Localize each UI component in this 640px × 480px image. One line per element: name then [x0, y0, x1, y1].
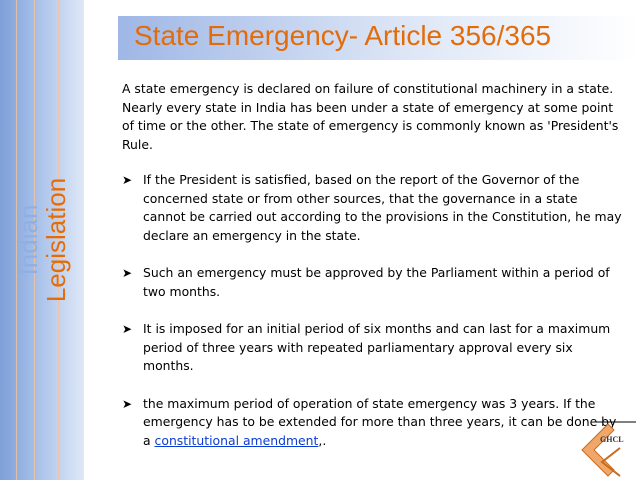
bullet-text-before-link: the maximum period of operation of state emergency was 3 years. If the emergency has to be extended for more than three years, it can be done by a: [143, 395, 617, 448]
bullet-text: If the President is satisfied, based on the report of the Governor of the concerned state or from other sources, that the governance in a state cannot be carried out according to the provisions in the Constitution, he may declare an emergency in the state.: [143, 172, 622, 243]
bullet-text: Such an emergency must be approved by the Parliament within a period of two months.: [143, 265, 610, 299]
arrow-bullet-icon: ➤: [122, 396, 133, 411]
bullet-item: [122, 320, 622, 376]
intro-paragraph: A state emergency is declared on failure of constitutional machinery in a state. Nearly every state in India has been under a state of emergency at some point of time or the other. The state of emergency is commonly known as 'President's Rule.: [122, 81, 619, 152]
bullet-item: [122, 395, 622, 451]
slide-content: [122, 80, 622, 469]
arrow-bullet-icon: ➤: [122, 266, 133, 280]
bullet-item: [122, 264, 622, 301]
sidebar-title-line2: Legislation: [41, 177, 71, 303]
title-bar: [118, 16, 638, 60]
page-title: State Emergency- Article 356/365: [134, 20, 552, 51]
bullet-text-after-link: ,.: [318, 432, 327, 448]
arrow-bullet-icon: ➤: [122, 322, 133, 336]
bullet-item: [122, 171, 622, 245]
arrow-bullet-icon: ➤: [122, 173, 133, 187]
sidebar-title-line1: Indian: [13, 204, 43, 276]
sidebar-title: [14, 178, 70, 302]
constitutional-amendment-link[interactable]: constitutional amendment: [154, 432, 319, 448]
ghcl-logo-icon: [580, 418, 636, 478]
bullet-text: It is imposed for an initial period of six months and can last for a maximum period of three years with repeated parliamentary approval every six months.: [143, 321, 611, 373]
sidebar: [0, 0, 84, 480]
logo-text: GHCL: [600, 435, 624, 444]
